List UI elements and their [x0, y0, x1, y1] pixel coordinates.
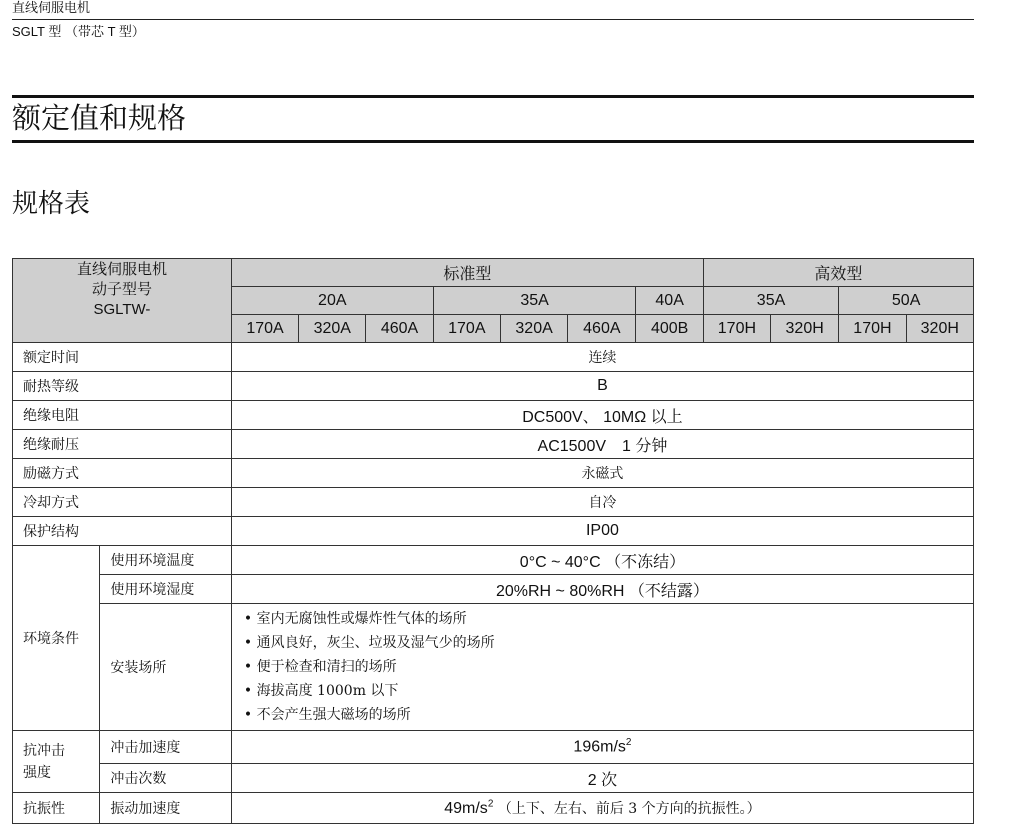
row-label: 绝缘耐压 [13, 430, 232, 459]
model-cell: 320A [299, 315, 366, 343]
list-item: • 海拔高度 1000m 以下 [244, 679, 973, 703]
section-rule-bottom [12, 140, 974, 143]
shock-accel-label: 冲击加速度 [100, 731, 232, 764]
corner-line-2: 动子型号 [91, 280, 152, 298]
vibration-number: 49m/s [444, 800, 488, 817]
model-cell: 320H [771, 315, 839, 343]
row-value: 永磁式 [231, 459, 973, 488]
row-value: 自冷 [231, 488, 973, 517]
model-cell: 170H [703, 315, 770, 343]
model-cell: 400B [636, 315, 703, 343]
section-rule-top [12, 95, 974, 98]
shock-label-line-2: 强度 [23, 764, 51, 781]
row-protection [13, 517, 974, 546]
shock-accel-value [231, 731, 973, 764]
row-env-temperature [13, 546, 974, 575]
row-label: 耐热等级 [13, 372, 232, 401]
doc-header-model: SGLT 型 （带芯 T 型） [12, 24, 145, 39]
row-value: B [231, 372, 973, 401]
model-cell: 460A [366, 315, 433, 343]
vibration-accel-label: 振动加速度 [100, 793, 232, 824]
shock-label-line-1: 抗冲击 [23, 742, 65, 759]
model-cell: 460A [568, 315, 636, 343]
row-value: 连续 [231, 343, 973, 372]
row-value: AC1500V 1 分钟 [231, 430, 973, 459]
header-rule [12, 19, 974, 20]
row-value: IP00 [231, 517, 973, 546]
row-heat-class [13, 372, 974, 401]
subgroup-he-50a: 50A [839, 287, 974, 315]
row-rated-time [13, 343, 974, 372]
model-cell: 170A [433, 315, 500, 343]
list-item: • 通风良好，灰尘、垃圾及湿气少的场所 [244, 631, 973, 655]
row-vibration [13, 793, 974, 824]
row-label: 额定时间 [13, 343, 232, 372]
env-install-list-cell [231, 604, 973, 731]
model-cell: 170H [839, 315, 906, 343]
env-humid-value: 20%RH ~ 80%RH （不结露） [231, 575, 973, 604]
row-cooling [13, 488, 974, 517]
shock-count-label: 冲击次数 [100, 764, 232, 793]
shock-accel-number: 196m/s [573, 738, 626, 756]
doc-header-category: 直线伺服电机 [12, 0, 91, 15]
list-item: • 便于检查和清扫的场所 [244, 655, 973, 679]
row-label: 绝缘电阻 [13, 401, 232, 430]
subgroup-std-20a: 20A [231, 287, 433, 315]
subgroup-std-40a: 40A [636, 287, 703, 315]
row-dielectric-strength [13, 430, 974, 459]
env-temp-value: 0°C ~ 40°C （不冻结） [231, 546, 973, 575]
install-conditions-list [232, 607, 973, 727]
row-shock-count [13, 764, 974, 793]
vibration-value [231, 793, 973, 824]
group-standard: 标准型 [231, 259, 703, 287]
subgroup-he-35a: 35A [703, 287, 839, 315]
env-install-label: 安装场所 [100, 604, 232, 731]
group-high-efficiency: 高效型 [703, 259, 973, 287]
list-item: • 室内无腐蚀性或爆炸性气体的场所 [244, 607, 973, 631]
row-label: 保护结构 [13, 517, 232, 546]
shock-count-value: 2 次 [231, 764, 973, 793]
section-title: 额定值和规格 [12, 103, 187, 135]
vibration-exponent: 2 [487, 798, 494, 810]
row-shock-accel [13, 731, 974, 764]
shock-label [13, 731, 100, 793]
model-cell: 170A [231, 315, 298, 343]
row-excitation [13, 459, 974, 488]
row-label: 冷却方式 [13, 488, 232, 517]
sub-title: 规格表 [12, 188, 91, 218]
subgroup-std-35a: 35A [433, 287, 636, 315]
vibration-label: 抗振性 [13, 793, 100, 824]
row-env-humidity [13, 575, 974, 604]
model-cell: 320A [500, 315, 567, 343]
shock-accel-exponent: 2 [625, 737, 632, 749]
header-row-groups [13, 259, 974, 287]
row-insulation-resistance [13, 401, 974, 430]
spec-table [12, 258, 974, 824]
vibration-note: （上下、左右、前后 3 个方向的抗振性。） [493, 801, 761, 817]
row-label: 励磁方式 [13, 459, 232, 488]
env-humid-label: 使用环境湿度 [100, 575, 232, 604]
model-cell: 320H [906, 315, 973, 343]
row-env-install [13, 604, 974, 731]
corner-line-1: 直线伺服电机 [76, 260, 167, 278]
row-value: DC500V、 10MΩ 以上 [231, 401, 973, 430]
corner-line-3: SGLTW- [93, 300, 151, 318]
model-corner-cell [13, 259, 232, 343]
list-item: • 不会产生强大磁场的场所 [244, 703, 973, 727]
env-label: 环境条件 [13, 546, 100, 731]
env-temp-label: 使用环境温度 [100, 546, 232, 575]
